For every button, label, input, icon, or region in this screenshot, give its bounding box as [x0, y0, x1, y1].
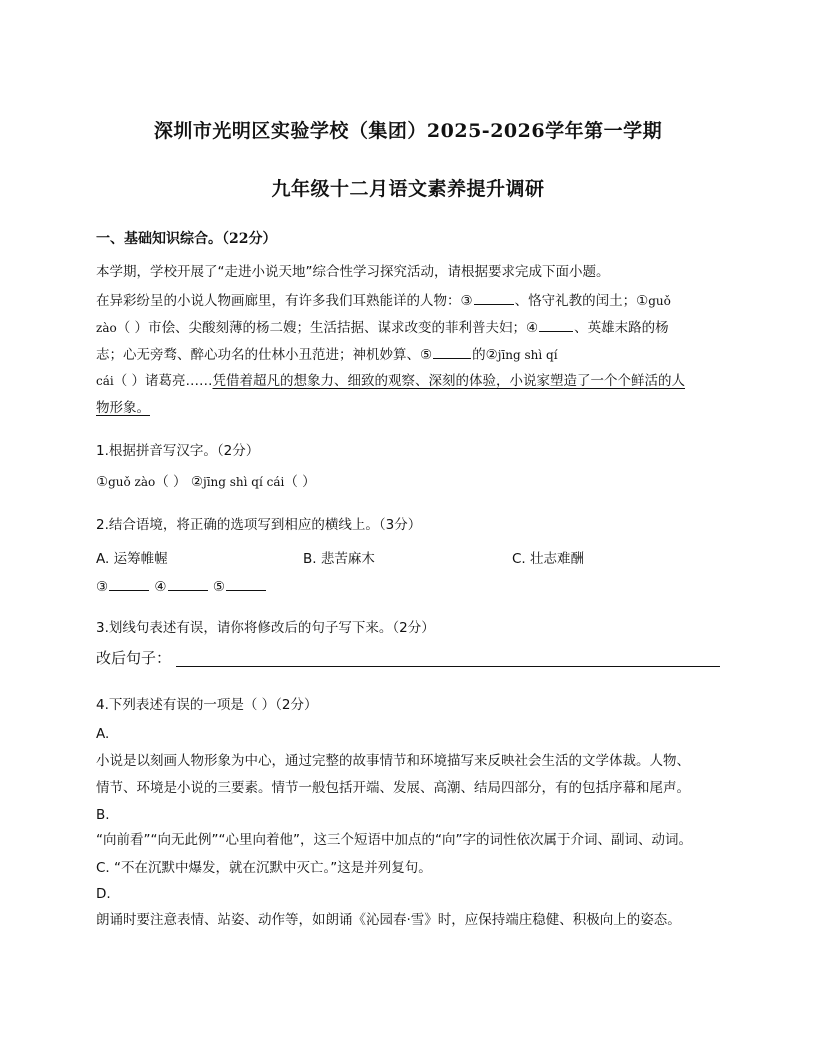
- passage-line-2: [96, 317, 669, 338]
- choice-c-text: C. “不在沉默中爆发，就在沉默中灭亡。”这是并列复句。: [96, 860, 432, 876]
- passage-text: 、英雄末路的杨: [574, 320, 669, 336]
- exam-title: 深圳市光明区实验学校（集团）2025-2026学年第一学期: [153, 120, 663, 142]
- option-c: C. 壮志难酬: [512, 551, 585, 567]
- passage-text: 的②: [472, 347, 498, 363]
- passage-line-3: [96, 344, 558, 365]
- choice-a-text: 情节、环境是小说的三要素。情节一般包括开端、发展、高潮、结局四部分，有的包括序幕和尾声。: [96, 780, 690, 796]
- item-number: ②: [190, 474, 203, 490]
- answer-parens[interactable]: （ ）: [155, 474, 187, 490]
- choice-a-label: A.: [96, 726, 110, 742]
- blank-number: ④: [154, 579, 167, 595]
- choice-d-label: D.: [96, 886, 111, 902]
- passage-line-5: [96, 398, 150, 418]
- pinyin: jīng shì qí cái: [202, 475, 285, 489]
- answer-blank-5[interactable]: [226, 576, 266, 591]
- pinyin: zào: [96, 321, 117, 335]
- passage-text: （ ）诸葛亮……: [113, 373, 213, 389]
- choice-a-text: 小说是以刻画人物形象为中心，通过完整的故事情节和环境描写来反映社会生活的文学体裁。人物、: [96, 753, 690, 769]
- section-heading: 一、基础知识综合。（22分）: [96, 231, 277, 247]
- passage-line-4: [96, 371, 685, 391]
- question-4-stem: 4.下列表述有误的一项是（ ）（2分）: [96, 697, 318, 713]
- option-b: B. 悲苦麻木: [303, 551, 375, 567]
- answer-parens[interactable]: （ ）: [284, 474, 316, 490]
- question-3-stem: 3.划线句表述有误，请你将修改后的句子写下来。（2分）: [96, 620, 435, 636]
- question-2-blanks: [96, 576, 267, 597]
- option-a: A. 运筹帷幄: [96, 551, 168, 567]
- answer-label: 改后句子：: [96, 649, 172, 667]
- pinyin: guǒ: [648, 294, 671, 308]
- pinyin: guǒ zào: [108, 475, 156, 489]
- underlined-sentence: 凭借着超凡的想象力、细致的观察、深刻的体验，小说家塑造了一个个鲜活的人: [212, 373, 686, 389]
- choice-d-text: 朗诵时要注意表情、站姿、动作等，如朗诵《沁园春·雪》时，应保持端庄稳健、积极向上的姿态。: [96, 912, 681, 928]
- answer-blank-4[interactable]: [168, 576, 208, 591]
- passage-line-1: [96, 290, 671, 311]
- answer-line[interactable]: [176, 666, 720, 667]
- exam-subtitle: 九年级十二月语文素养提升调研: [271, 178, 545, 200]
- pinyin: jīng shì qí: [497, 348, 558, 362]
- pinyin: cái: [96, 374, 114, 388]
- blank-number: ⑤: [212, 579, 225, 595]
- blank-5: [433, 344, 471, 359]
- answer-blank-3[interactable]: [109, 576, 149, 591]
- blank-3: [474, 290, 514, 305]
- choice-b-label: B.: [96, 807, 110, 823]
- blank-number: ③: [96, 579, 109, 595]
- question-1-stem: 1.根据拼音写汉字。（2分）: [96, 443, 260, 459]
- passage-text: 志；心无旁骛、醉心功名的仕林小丑范进；神机妙算、⑤: [96, 347, 433, 363]
- passage-text: 、恪守礼教的闰土；①: [514, 293, 649, 309]
- blank-4: [539, 317, 573, 332]
- question-2-stem: 2.结合语境，将正确的选项写到相应的横线上。（3分）: [96, 517, 422, 533]
- underlined-sentence: 物形象。: [96, 400, 150, 416]
- item-number: ①: [96, 474, 109, 490]
- question-1-items: [96, 472, 316, 492]
- passage-text: （ ）市侩、尖酸刻薄的杨二嫂；生活拮据、谋求改变的菲利普夫妇；④: [116, 320, 539, 336]
- passage-intro: 本学期，学校开展了“走进小说天地”综合性学习探究活动，请根据要求完成下面小题。: [96, 264, 610, 280]
- choice-b-text: “向前看”“向无此例”“心里向着他”，这三个短语中加点的“向”字的词性依次属于介词、副词、动词。: [96, 832, 692, 848]
- passage-text: 在异彩纷呈的小说人物画廊里，有许多我们耳熟能详的人物：③: [96, 293, 473, 309]
